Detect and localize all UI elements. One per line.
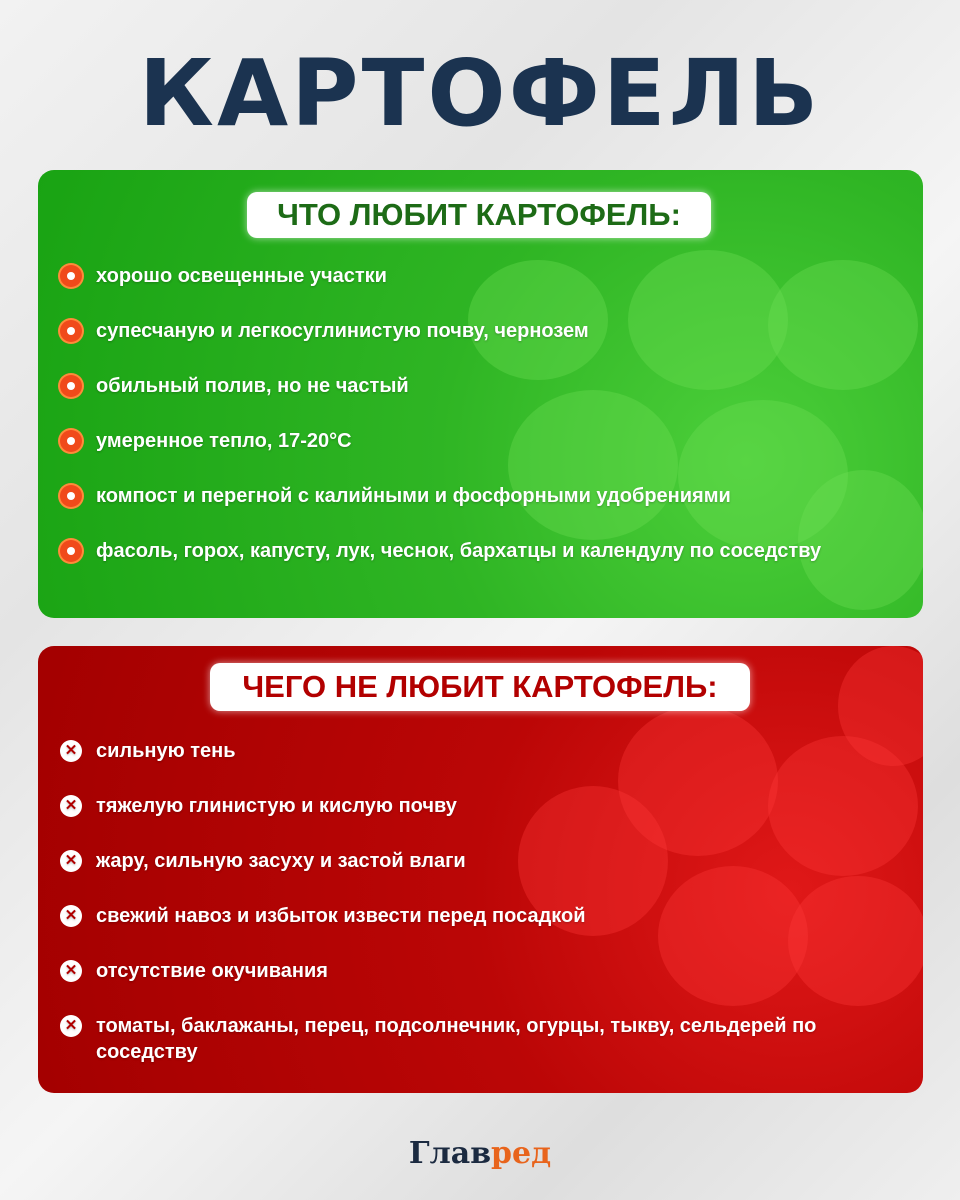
- list-item: умеренное тепло, 17-20°C: [60, 428, 903, 454]
- list-item: компост и перегной с калийными и фосфорными удобрениями: [60, 483, 903, 509]
- dislikes-heading: ЧЕГО НЕ ЛЮБИТ КАРТОФЕЛЬ:: [210, 663, 750, 711]
- bullet-icon: [60, 540, 82, 562]
- list-item: ✕ свежий навоз и избыток извести перед посадкой: [60, 903, 903, 929]
- bullet-icon: [60, 375, 82, 397]
- cross-icon: ✕: [60, 795, 82, 817]
- list-item: ✕ томаты, баклажаны, перец, подсолнечник, огурцы, тыкву, сельдерей по соседству: [60, 1013, 903, 1065]
- cross-icon: ✕: [60, 905, 82, 927]
- bullet-icon: [60, 430, 82, 452]
- likes-heading: ЧТО ЛЮБИТ КАРТОФЕЛЬ:: [247, 192, 711, 238]
- bullet-icon: [60, 265, 82, 287]
- list-item: хорошо освещенные участки: [60, 263, 903, 289]
- list-item: ✕ отсутствие окучивания: [60, 958, 903, 984]
- cross-icon: ✕: [60, 850, 82, 872]
- dislikes-panel: [38, 646, 923, 1093]
- list-item: ✕ тяжелую глинистую и кислую почву: [60, 793, 903, 819]
- list-item: ✕ сильную тень: [60, 738, 903, 764]
- cross-icon: ✕: [60, 1015, 82, 1037]
- likes-panel: [38, 170, 923, 618]
- bullet-icon: [60, 485, 82, 507]
- bullet-icon: [60, 320, 82, 342]
- dislikes-list: [60, 738, 903, 1093]
- page-title: КАРТОФЕЛЬ: [138, 40, 822, 147]
- brand-logo: Главред: [408, 1136, 552, 1171]
- cross-icon: ✕: [60, 960, 82, 982]
- list-item: супесчаную и легкосуглинистую почву, чернозем: [60, 318, 903, 344]
- list-item: фасоль, горох, капусту, лук, чеснок, бархатцы и календулу по соседству: [60, 538, 903, 564]
- cross-icon: ✕: [60, 740, 82, 762]
- list-item: ✕ жару, сильную засуху и застой влаги: [60, 848, 903, 874]
- likes-list: [60, 263, 903, 593]
- list-item: обильный полив, но не частый: [60, 373, 903, 399]
